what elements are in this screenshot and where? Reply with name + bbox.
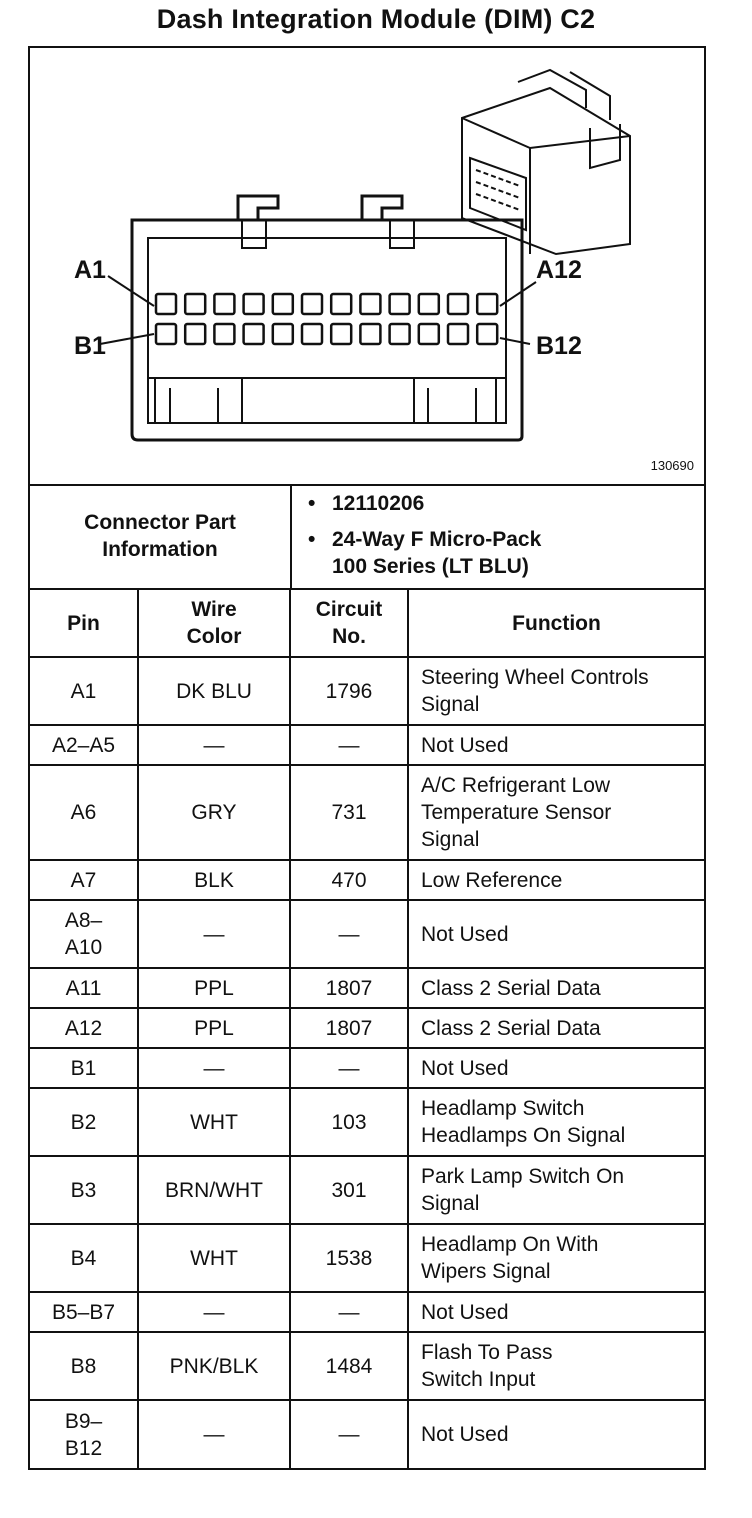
- cell-function: [408, 968, 704, 1008]
- function-text: Park Lamp Switch On: [421, 1165, 625, 1188]
- cell-wire-color: WHT: [138, 1088, 290, 1156]
- cell-pin: [30, 1224, 138, 1292]
- table-row: [30, 657, 704, 725]
- pin-text: A8–: [64, 909, 103, 932]
- cell-circuit: 1807: [290, 968, 408, 1008]
- cell-circuit: 470: [290, 860, 408, 900]
- cell-function: [408, 1224, 704, 1292]
- header-wire-color: [138, 589, 290, 657]
- header-pin: Pin: [30, 589, 138, 657]
- header-circuit-line1: Circuit: [315, 598, 383, 621]
- cell-circuit: 1484: [290, 1332, 408, 1400]
- function-text: Switch Input: [421, 1368, 536, 1391]
- pin-cavity: [302, 294, 322, 314]
- header-circuit: [290, 589, 408, 657]
- pin-cavity: [244, 294, 264, 314]
- table-row: [30, 1156, 704, 1224]
- pin-cavity: [448, 324, 468, 344]
- cell-circuit: 1538: [290, 1224, 408, 1292]
- pin-text: B9–: [64, 1409, 103, 1433]
- cell-wire-color: BLK: [138, 860, 290, 900]
- cell-wire-color: —: [138, 1048, 290, 1088]
- cell-wire-color: WHT: [138, 1224, 290, 1292]
- function-text: Not Used: [421, 1056, 509, 1080]
- pin-cavity: [360, 294, 380, 314]
- pin-cavity: [302, 324, 322, 344]
- cell-pin: [30, 860, 138, 900]
- cell-function: [408, 1156, 704, 1224]
- cell-pin: [30, 900, 138, 968]
- pin-cavity: [419, 294, 439, 314]
- part-info-label-line1: Connector Part: [84, 511, 236, 534]
- table-row: [30, 900, 704, 968]
- table-row: [30, 765, 704, 860]
- pin-text: B8: [70, 1354, 97, 1378]
- cell-circuit: —: [290, 1292, 408, 1332]
- function-text: Wipers Signal: [421, 1260, 551, 1283]
- pin-cavity: [273, 324, 293, 344]
- connector-diagram: [30, 48, 704, 486]
- pin-label-a12: A12: [536, 256, 582, 284]
- pin-cavity: [331, 294, 351, 314]
- cell-wire-color: —: [138, 1400, 290, 1468]
- cell-pin: [30, 1156, 138, 1224]
- function-text: Low Reference: [421, 868, 563, 892]
- cell-circuit: 1807: [290, 1008, 408, 1048]
- cell-function: [408, 860, 704, 900]
- cell-wire-color: GRY: [138, 765, 290, 860]
- header-function: Function: [408, 589, 704, 657]
- pin-label-b1: B1: [74, 332, 106, 360]
- table-row: [30, 968, 704, 1008]
- pin-text: B1: [70, 1056, 97, 1080]
- page-title: Dash Integration Module (DIM) C2: [156, 4, 596, 34]
- pin-text: A1: [70, 679, 97, 703]
- cell-wire-color: —: [138, 1292, 290, 1332]
- cell-pin: [30, 765, 138, 860]
- bullet: •: [308, 528, 316, 551]
- bullet: •: [308, 492, 316, 515]
- pin-text: A6: [70, 801, 97, 824]
- pin-cavity: [477, 324, 497, 344]
- pin-text: A12: [64, 1016, 103, 1040]
- cell-function: [408, 1088, 704, 1156]
- part-number: 12110206: [332, 492, 425, 515]
- pin-text: A11: [65, 976, 102, 1000]
- cell-circuit: —: [290, 900, 408, 968]
- table-row: [30, 1400, 704, 1468]
- function-text: Headlamp On With: [421, 1233, 599, 1256]
- cell-wire-color: PPL: [138, 1008, 290, 1048]
- function-text: Not Used: [421, 733, 509, 757]
- table-row: [30, 725, 704, 765]
- header-wire-color-line1: Wire: [191, 598, 237, 621]
- cell-circuit: —: [290, 725, 408, 765]
- pin-cavity: [419, 324, 439, 344]
- table-row: [30, 1332, 704, 1400]
- function-text: Headlamps On Signal: [421, 1124, 626, 1147]
- pin-cavity: [331, 324, 351, 344]
- cell-pin: [30, 1292, 138, 1332]
- image-number: 130690: [650, 458, 694, 473]
- function-text: Signal: [421, 1192, 480, 1215]
- header-wire-color-line2: Color: [186, 625, 242, 648]
- cell-circuit: 1796: [290, 657, 408, 725]
- cell-function: [408, 765, 704, 860]
- function-text: Temperature Sensor: [421, 801, 612, 824]
- pin-text: A7: [70, 868, 97, 892]
- pin-text: B5–B7: [51, 1300, 116, 1324]
- cell-function: [408, 1008, 704, 1048]
- cell-wire-color: BRN/WHT: [138, 1156, 290, 1224]
- cell-circuit: —: [290, 1048, 408, 1088]
- function-text: Class 2 Serial Data: [421, 1016, 601, 1040]
- cell-pin: [30, 725, 138, 765]
- function-text: Steering Wheel Controls: [421, 666, 649, 689]
- cell-function: [408, 1332, 704, 1400]
- cell-pin: [30, 1008, 138, 1048]
- part-info-label-line2: Information: [102, 538, 218, 561]
- function-text: A/C Refrigerant Low: [421, 774, 611, 797]
- pin-text: B4: [70, 1246, 97, 1270]
- function-text: Not Used: [421, 922, 509, 946]
- pin-text: B2: [70, 1110, 97, 1134]
- cell-pin: [30, 1048, 138, 1088]
- function-text: Flash To Pass: [421, 1341, 553, 1364]
- cell-function: [408, 657, 704, 725]
- pin-cavity: [156, 294, 176, 314]
- cell-function: [408, 1048, 704, 1088]
- pinout-table-body: [30, 657, 704, 1468]
- pin-cavity: [156, 324, 176, 344]
- function-text: Not Used: [421, 1423, 509, 1446]
- pinout-table: [30, 588, 704, 1468]
- cell-function: [408, 900, 704, 968]
- table-row: [30, 1088, 704, 1156]
- pin-cavity: [214, 294, 234, 314]
- pin-text: A2–A5: [51, 733, 116, 757]
- cell-circuit: —: [290, 1400, 408, 1468]
- cell-circuit: 731: [290, 765, 408, 860]
- pin-cavity: [360, 324, 380, 344]
- cell-wire-color: PNK/BLK: [138, 1332, 290, 1400]
- cell-function: [408, 1292, 704, 1332]
- part-info-label: [30, 484, 292, 588]
- function-text: Signal: [421, 693, 480, 716]
- pin-cavity: [214, 324, 234, 344]
- cell-pin: [30, 657, 138, 725]
- table-row: [30, 860, 704, 900]
- cell-wire-color: —: [138, 725, 290, 765]
- table-row: [30, 1008, 704, 1048]
- pin-cavity: [390, 324, 410, 344]
- pin-cavity: [273, 294, 293, 314]
- pin-cavity: [244, 324, 264, 344]
- cell-wire-color: PPL: [138, 968, 290, 1008]
- connector-description-line2: 100 Series (LT BLU): [332, 555, 529, 578]
- cell-pin: [30, 968, 138, 1008]
- table-row: [30, 1292, 704, 1332]
- header-circuit-line2: No.: [332, 625, 366, 648]
- table-row: [30, 1048, 704, 1088]
- cell-wire-color: —: [138, 900, 290, 968]
- pin-label-a1: A1: [74, 256, 106, 284]
- function-text: Headlamp Switch: [421, 1097, 585, 1120]
- cell-circuit: 103: [290, 1088, 408, 1156]
- cell-pin: [30, 1088, 138, 1156]
- connector-part-information: [30, 484, 704, 590]
- connector-description-line1: 24-Way F Micro-Pack: [332, 528, 542, 551]
- cell-wire-color: DK BLU: [138, 657, 290, 725]
- pin-cavity: [185, 324, 205, 344]
- function-text: Class 2 Serial Data: [421, 976, 601, 1000]
- pin-text: A10: [64, 936, 103, 959]
- pin-cavity: [185, 294, 205, 314]
- table-header-row: [30, 589, 704, 657]
- cell-circuit: 301: [290, 1156, 408, 1224]
- table-row: [30, 1224, 704, 1292]
- pin-cavity: [448, 294, 468, 314]
- cell-function: [408, 725, 704, 765]
- connector-face-drawing: [30, 48, 704, 484]
- cell-pin: [30, 1400, 138, 1468]
- pin-text: B3: [70, 1178, 97, 1202]
- function-text: Not Used: [421, 1300, 509, 1324]
- pin-cavity: [390, 294, 410, 314]
- part-info-values: [308, 490, 542, 580]
- cell-pin: [30, 1332, 138, 1400]
- function-text: Signal: [421, 828, 480, 851]
- pin-label-b12: B12: [536, 332, 582, 360]
- pin-text: B12: [64, 1436, 103, 1460]
- cell-function: [408, 1400, 704, 1468]
- connector-sheet: [28, 46, 706, 1470]
- pin-cavity: [477, 294, 497, 314]
